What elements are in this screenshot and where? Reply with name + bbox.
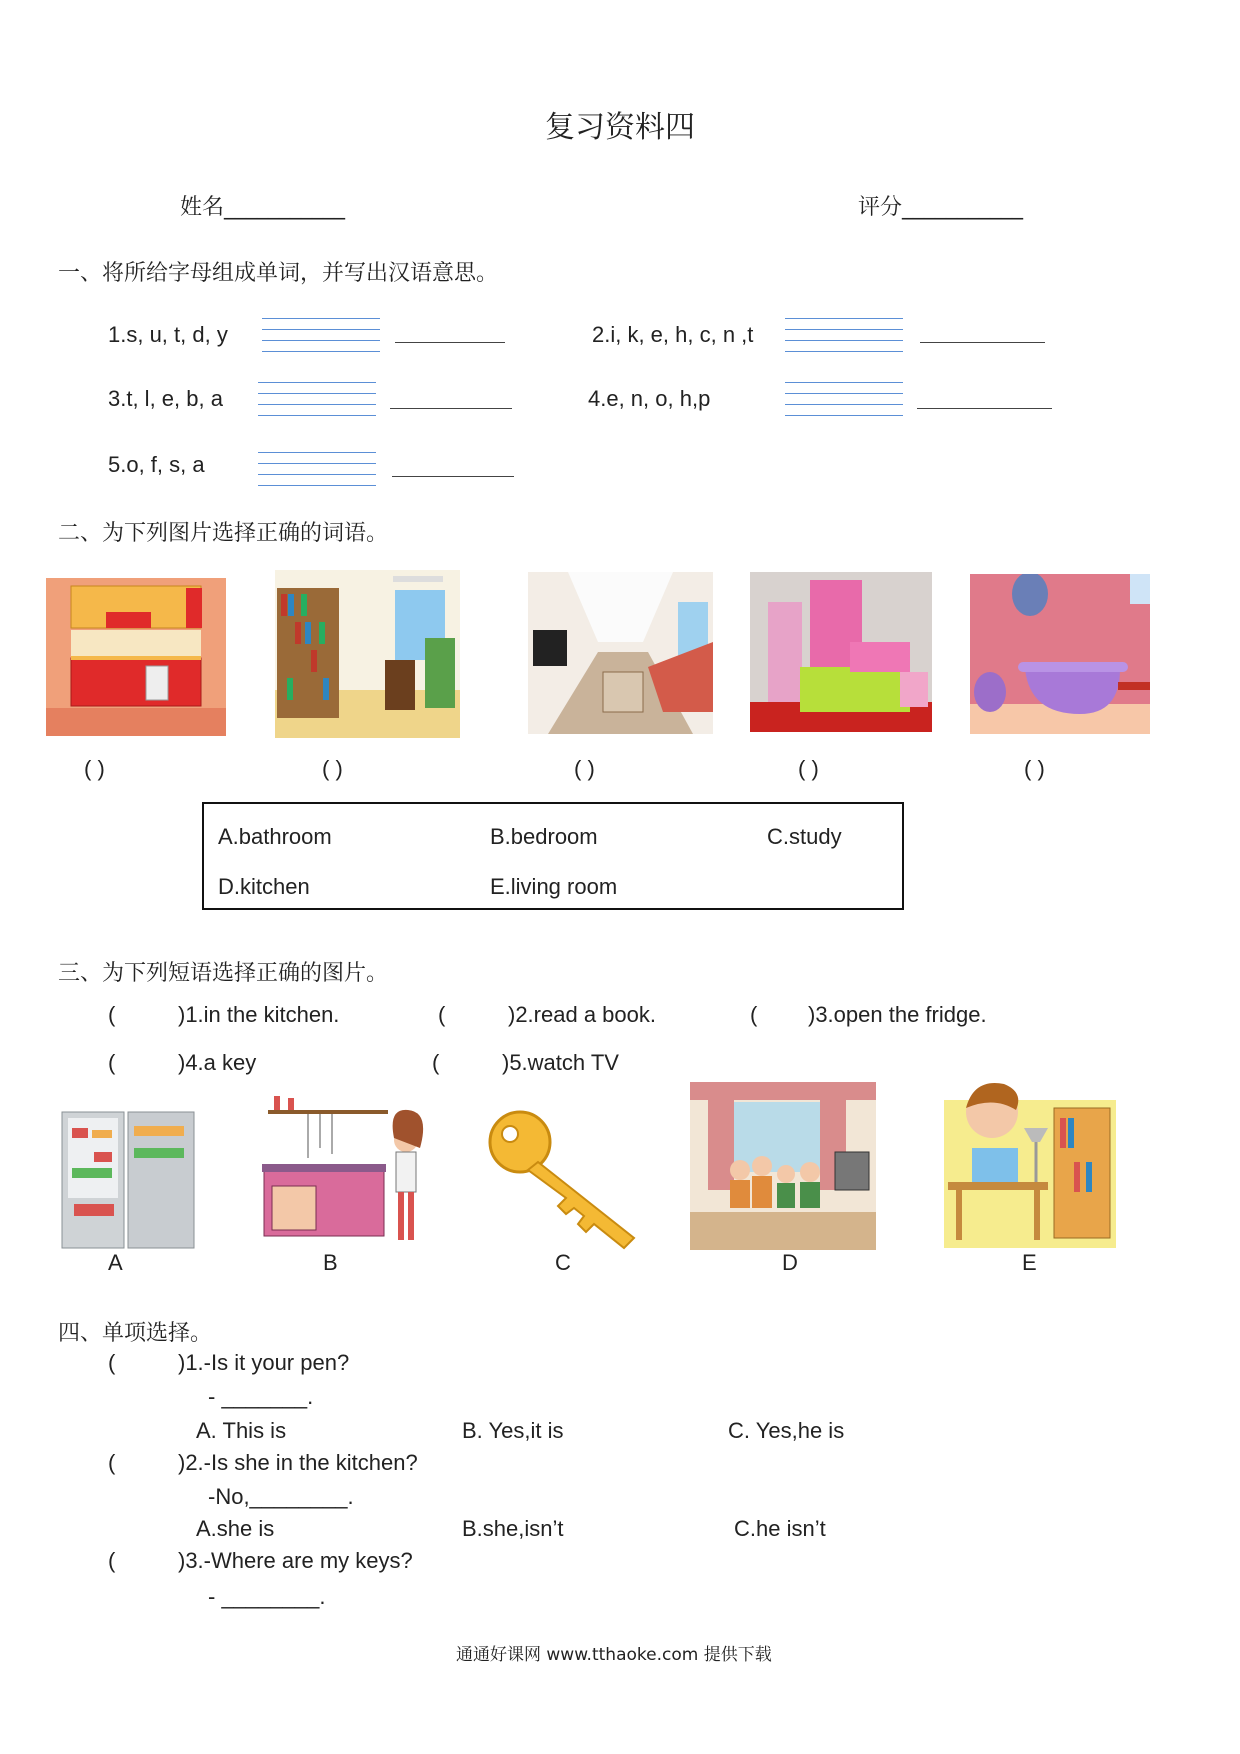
boy-reading-picture (944, 1078, 1116, 1248)
study-picture (275, 570, 460, 738)
footer-text: 通通好课网 www.tthaoke.com 提供下载 (456, 1645, 772, 1665)
section-2-heading: 二、为下列图片选择正确的词语。 (58, 521, 389, 546)
section-1-heading: 一、将所给字母组成单词，并写出汉语意思。 (58, 261, 499, 286)
q2-answer-blank[interactable]: -No,________. (208, 1484, 354, 1509)
s3-paren-2[interactable]: ( (438, 1002, 446, 1027)
s1-item-1: 1.s, u, t, d, y (108, 322, 228, 347)
s1-writing-lines-1[interactable] (262, 318, 380, 356)
s2-answer-paren-5[interactable]: ( ) (1024, 756, 1045, 781)
s3-item-5: )5.watch TV (502, 1050, 619, 1075)
s1-meaning-blank-3[interactable] (390, 408, 512, 409)
living-room-picture (528, 572, 713, 734)
fridge-picture (60, 1108, 198, 1250)
option-a: A.bathroom (218, 824, 332, 849)
s1-item-2: 2.i, k, e, h, c, n ,t (592, 322, 754, 347)
s2-answer-paren-3[interactable]: ( ) (574, 756, 595, 781)
s1-writing-lines-2[interactable] (785, 318, 903, 356)
q2-option-a: A.she is (196, 1516, 275, 1541)
q3-paren[interactable]: ( (108, 1548, 116, 1573)
picture-label-e: E (1022, 1250, 1037, 1275)
s1-writing-lines-4[interactable] (785, 382, 903, 420)
s3-item-4: )4.a key (178, 1050, 257, 1075)
option-b: B.bedroom (490, 824, 598, 849)
s1-meaning-blank-4[interactable] (917, 408, 1052, 409)
bathroom-picture (970, 574, 1150, 734)
s3-item-3: )3.open the fridge. (808, 1002, 987, 1027)
name-field[interactable]: 姓名___________ (180, 195, 346, 220)
s3-paren-5[interactable]: ( (432, 1050, 440, 1075)
section-3-heading: 三、为下列短语选择正确的图片。 (58, 961, 389, 986)
kitchen-cooking-picture (258, 1088, 428, 1248)
s1-item-3: 3.t, l, e, b, a (108, 386, 223, 411)
q1-option-a: A. This is (196, 1418, 287, 1443)
s1-item-4: 4.e, n, o, h,p (588, 386, 711, 411)
picture-label-c: C (555, 1250, 571, 1275)
q2-option-c: C.he isn’t (734, 1516, 826, 1541)
s1-item-5: 5.o, f, s, a (108, 452, 205, 477)
s3-item-2: )2.read a book. (508, 1002, 656, 1027)
option-d: D.kitchen (218, 874, 310, 899)
s1-writing-lines-3[interactable] (258, 382, 376, 420)
q3-text: )3.-Where are my keys? (178, 1548, 413, 1573)
s3-paren-1[interactable]: ( (108, 1002, 116, 1027)
key-picture (486, 1108, 646, 1250)
s2-answer-paren-1[interactable]: ( ) (84, 756, 105, 781)
q1-paren[interactable]: ( (108, 1350, 116, 1375)
q3-answer-blank[interactable]: - ________. (208, 1584, 326, 1609)
kitchen-picture (46, 578, 226, 736)
s1-meaning-blank-2[interactable] (920, 342, 1045, 343)
q2-text: )2.-Is she in the kitchen? (178, 1450, 418, 1475)
q1-answer-blank[interactable]: - _______. (208, 1384, 314, 1409)
score-field[interactable]: 评分___________ (858, 195, 1024, 220)
section-4-heading: 四、单项选择。 (58, 1321, 213, 1346)
s3-item-1: )1.in the kitchen. (178, 1002, 340, 1027)
q2-option-b: B.she,isn’t (462, 1516, 564, 1541)
s1-meaning-blank-1[interactable] (395, 342, 505, 343)
s3-paren-4[interactable]: ( (108, 1050, 116, 1075)
q1-text: )1.-Is it your pen? (178, 1350, 350, 1375)
picture-label-a: A (108, 1250, 123, 1275)
q1-option-b: B. Yes,it is (462, 1418, 564, 1443)
option-c: C.study (767, 824, 842, 849)
option-e: E.living room (490, 874, 618, 899)
q1-option-c: C. Yes,he is (728, 1418, 845, 1443)
s1-meaning-blank-5[interactable] (392, 476, 514, 477)
page-title: 复习资料四 (545, 110, 695, 145)
picture-label-d: D (782, 1250, 798, 1275)
s2-answer-paren-4[interactable]: ( ) (798, 756, 819, 781)
s1-writing-lines-5[interactable] (258, 452, 376, 490)
picture-label-b: B (323, 1250, 338, 1275)
bedroom-picture (750, 572, 932, 732)
s3-paren-3[interactable]: ( (750, 1002, 758, 1027)
q2-paren[interactable]: ( (108, 1450, 116, 1475)
family-watching-tv-picture (690, 1082, 876, 1250)
s2-answer-paren-2[interactable]: ( ) (322, 756, 343, 781)
